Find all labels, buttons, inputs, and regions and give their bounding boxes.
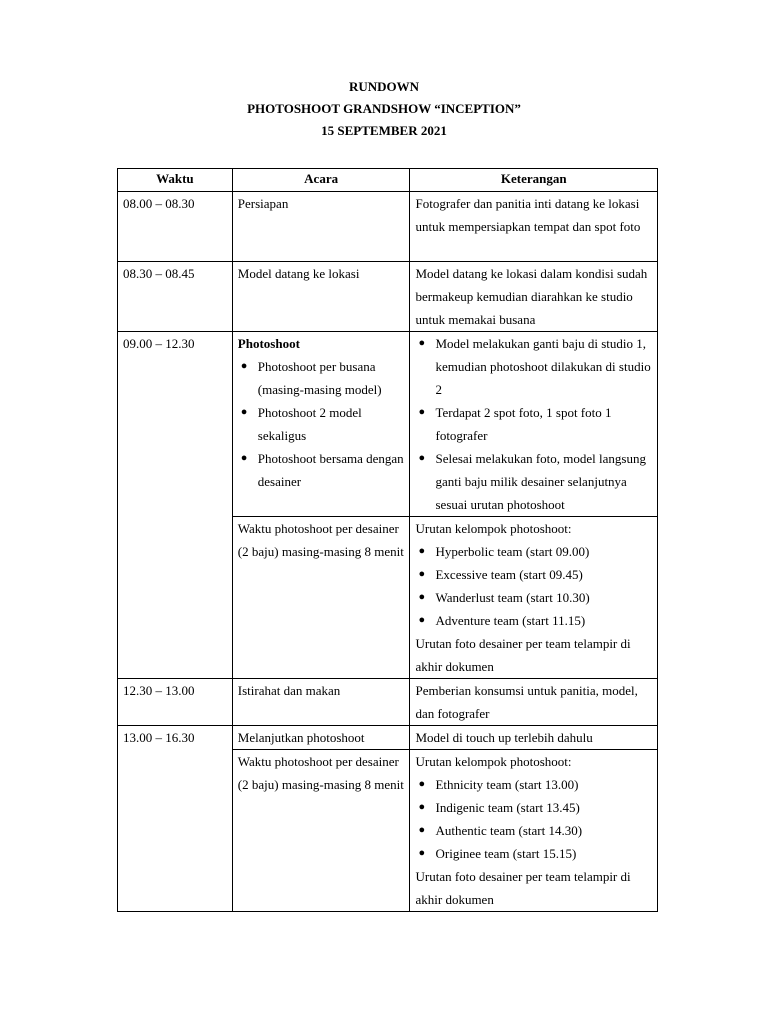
bullet-icon: ●: [418, 591, 426, 603]
bullet-icon: ●: [240, 452, 248, 464]
bullet-icon: ●: [418, 568, 426, 580]
table-row: [118, 679, 658, 726]
bullet-icon: ●: [418, 337, 426, 349]
acara-title: Photoshoot: [237, 336, 300, 351]
cell-waktu: 08.30 – 08.45: [118, 262, 233, 332]
cell-keterangan: Fotografer dan panitia inti datang ke lokasi untuk mempersiapkan tempat dan spot foto: [410, 192, 658, 262]
list-item: ● Authentic team (start 14.30): [415, 819, 652, 842]
bullet-icon: ●: [418, 847, 426, 859]
cell-keterangan: Model di touch up terlebih dahulu: [410, 726, 658, 750]
bullet-icon: ●: [418, 824, 426, 836]
bullet-icon: ●: [240, 406, 248, 418]
list-item: ● Originee team (start 15.15): [415, 842, 652, 865]
table-row: [118, 726, 658, 750]
list-item: ● Ethnicity team (start 13.00): [415, 773, 652, 796]
bullet-icon: ●: [418, 614, 426, 626]
list-item: ● Model melakukan ganti baju di studio 1, kemudian photoshoot dilakukan di studio 2: [415, 332, 652, 401]
cell-keterangan: [410, 332, 658, 517]
cell-keterangan: Pemberian konsumsi untuk panitia, model, dan fotografer: [410, 679, 658, 726]
cell-keterangan: [410, 517, 658, 679]
list-item: ● Terdapat 2 spot foto, 1 spot foto 1 fotografer: [415, 401, 652, 447]
cell-acara: Waktu photoshoot per desainer (2 baju) masing-masing 8 menit: [232, 517, 410, 679]
cell-acara: Istirahat dan makan: [232, 679, 410, 726]
cell-acara: [232, 332, 410, 517]
list-item: ● Indigenic team (start 13.45): [415, 796, 652, 819]
table-row: [118, 262, 658, 332]
bullet-icon: ●: [418, 801, 426, 813]
document-header: [0, 76, 768, 142]
list-item: ● Photoshoot per busana (masing-masing model): [238, 355, 405, 401]
list-item: ● Excessive team (start 09.45): [415, 563, 652, 586]
list-item: ● Photoshoot 2 model sekaligus: [238, 401, 405, 447]
column-header-keterangan: Keterangan: [410, 169, 658, 192]
column-header-acara: Acara: [232, 169, 410, 192]
cell-keterangan: [410, 750, 658, 912]
cell-waktu: 08.00 – 08.30: [118, 192, 233, 262]
team-order-note: Urutan foto desainer per team telampir di akhir dokumen: [415, 869, 631, 907]
list-item: ● Hyperbolic team (start 09.00): [415, 540, 652, 563]
bullet-icon: ●: [418, 452, 426, 464]
cell-acara: Waktu photoshoot per desainer (2 baju) masing-masing 8 menit: [232, 750, 410, 912]
bullet-icon: ●: [240, 360, 248, 372]
cell-waktu: 09.00 – 12.30: [118, 332, 233, 679]
list-item: ● Selesai melakukan foto, model langsung ganti baju milik desainer selanjutnya sesuai urutan photoshoot: [415, 447, 652, 516]
cell-acara: Melanjutkan photoshoot: [232, 726, 410, 750]
bullet-icon: ●: [418, 406, 426, 418]
bullet-icon: ●: [418, 545, 426, 557]
team-order-intro: Urutan kelompok photoshoot:: [415, 754, 572, 769]
list-item: ● Wanderlust team (start 10.30): [415, 586, 652, 609]
team-order-note: Urutan foto desainer per team telampir di akhir dokumen: [415, 636, 631, 674]
cell-acara: Model datang ke lokasi: [232, 262, 410, 332]
cell-waktu: 13.00 – 16.30: [118, 726, 233, 912]
keterangan-list: [415, 332, 652, 516]
document-title: RUNDOWN: [348, 79, 420, 94]
document-date: 15 SEPTEMBER 2021: [321, 123, 447, 138]
document-subtitle: PHOTOSHOOT GRANDSHOW “INCEPTION”: [247, 101, 521, 116]
column-header-waktu: Waktu: [118, 169, 233, 192]
cell-keterangan: Model datang ke lokasi dalam kondisi sudah bermakeup kemudian diarahkan ke studio untuk memakai busana: [410, 262, 658, 332]
table-header-row: [118, 169, 658, 192]
bullet-icon: ●: [418, 778, 426, 790]
cell-waktu: 12.30 – 13.00: [118, 679, 233, 726]
list-item: ● Photoshoot bersama dengan desainer: [238, 447, 405, 493]
cell-acara: Persiapan: [232, 192, 410, 262]
team-order-list: [415, 773, 652, 865]
team-order-list: [415, 540, 652, 632]
table-row: [118, 332, 658, 517]
table-row: [118, 192, 658, 262]
list-item: ● Adventure team (start 11.15): [415, 609, 652, 632]
team-order-intro: Urutan kelompok photoshoot:: [415, 521, 572, 536]
acara-list: [238, 355, 405, 493]
rundown-table: [117, 168, 658, 912]
